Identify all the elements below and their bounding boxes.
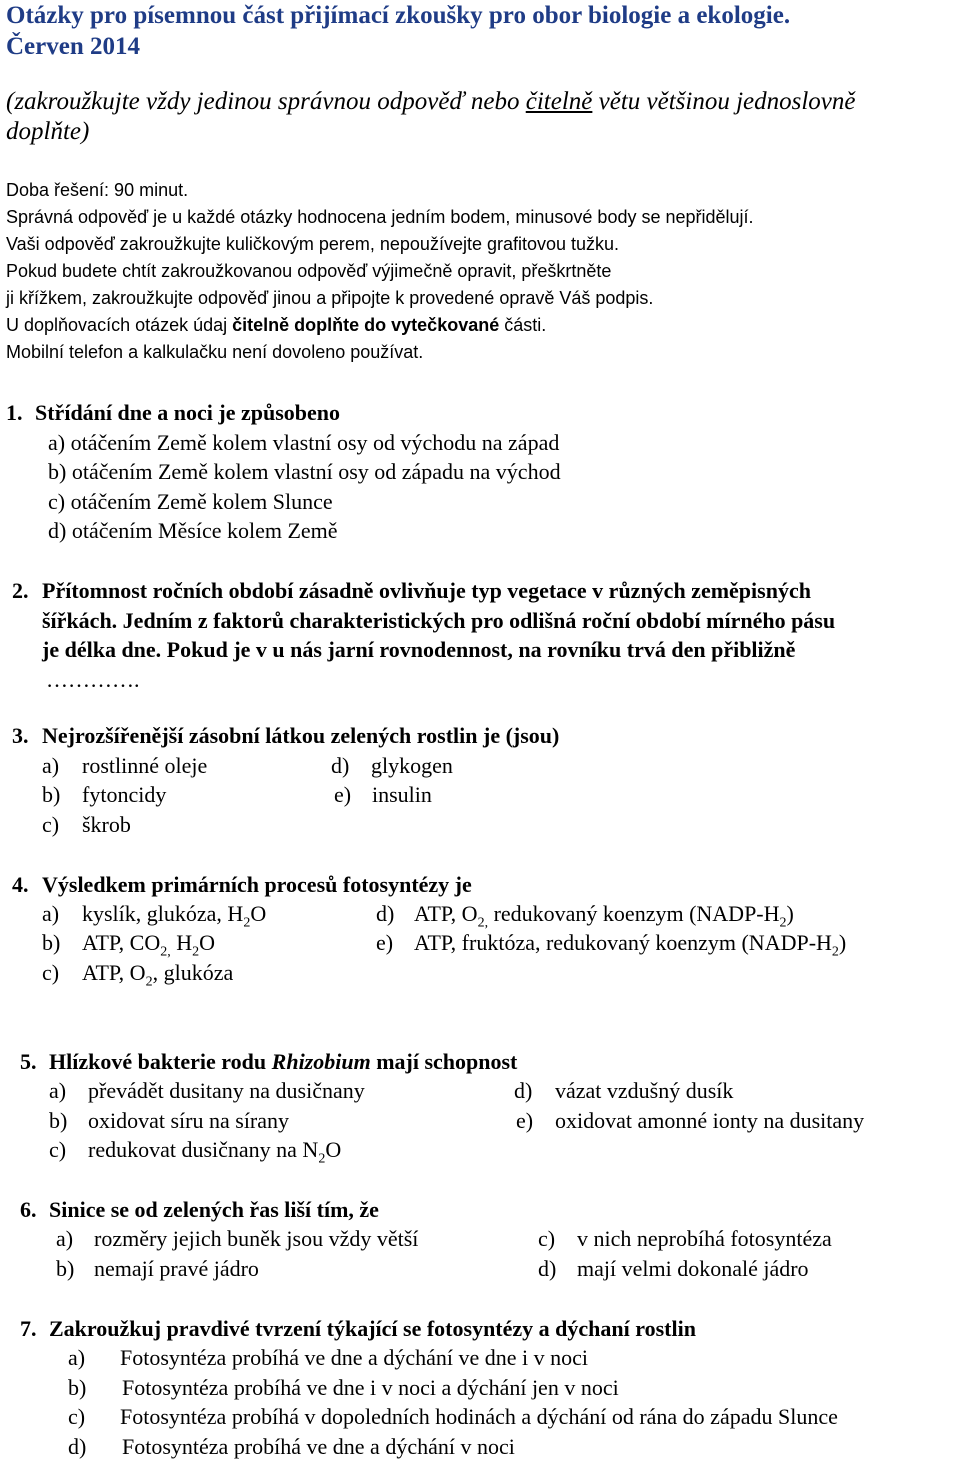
question-3-number: 3. xyxy=(12,723,29,748)
question-4-number: 4. xyxy=(12,872,29,897)
question-5-option-b[interactable]: b) oxidovat síru na sírany xyxy=(49,1108,290,1133)
question-1-text: Střídání dne a noci je způsobeno xyxy=(35,400,340,425)
info-correction-2: ji křížkem, zakroužkujte odpověď jinou a připojte k provedené opravě Váš podpis. xyxy=(6,288,654,308)
question-4-option-a[interactable]: a) kyslík, glukóza, $H_2O$ xyxy=(42,901,267,931)
question-7-option-a[interactable]: a) Fotosyntéza probíhá ve dne a dýchání ve dne i v noci xyxy=(68,1345,588,1370)
question-6-option-c[interactable]: c) v nich neprobíhá fotosyntéza xyxy=(538,1226,832,1251)
question-4-text: Výsledkem primárních procesů fotosyntézy je xyxy=(42,872,472,897)
question-6-option-d[interactable]: d) mají velmi dokonalé jádro xyxy=(538,1256,809,1281)
question-7-number: 7. xyxy=(20,1316,37,1341)
question-4-option-d[interactable]: d) ATP, $O_{2,}$ redukovaný koenzym $(NADP-H_2)$ xyxy=(376,901,794,931)
question-6-number: 6. xyxy=(20,1197,37,1222)
question-7-option-c[interactable]: c) Fotosyntéza probíhá v dopoledních hodinách a dýchání od rána do západu Slunce xyxy=(68,1404,838,1429)
question-6-text: Sinice se od zelených řas liší tím, že xyxy=(49,1197,379,1222)
info-fill-in: U doplňovacích otázek údaj čitelně doplňte do vytečkované části. xyxy=(6,315,547,335)
question-1-option-d[interactable]: d) otáčením Měsíce kolem Země xyxy=(48,518,338,543)
question-7-option-d[interactable]: d) Fotosyntéza probíhá ve dne a dýchání v noci xyxy=(68,1434,515,1459)
info-duration: Doba řešení: 90 minut. xyxy=(6,180,189,200)
page-date: Červen 2014 xyxy=(6,33,140,60)
question-5-option-d[interactable]: d) vázat vzdušný dusík xyxy=(514,1078,734,1103)
question-3-text: Nejrozšířenější zásobní látkou zelených rostlin je (jsou) xyxy=(42,723,560,748)
question-2-number: 2. xyxy=(12,578,29,603)
question-3-option-b[interactable]: b) fytoncidy xyxy=(42,782,167,807)
info-scoring: Správná odpověď je u každé otázky hodnocena jedním bodem, minusové body se nepřidělují. xyxy=(6,207,754,227)
question-3-option-e[interactable]: e) insulin xyxy=(334,782,432,807)
question-3-option-c[interactable]: c) škrob xyxy=(42,812,131,837)
question-7-text: Zakroužkuj pravdivé tvrzení týkající se fotosyntézy a dýchaní rostlin xyxy=(49,1316,696,1341)
instructions-line-1: (zakroužkujte vždy jedinou správnou odpověď nebo čitelně větu většinou jednoslovně xyxy=(6,88,856,115)
question-1-option-b[interactable]: b) otáčením Země kolem vlastní osy od západu na východ xyxy=(48,459,561,484)
question-7-option-b[interactable]: b) Fotosyntéza probíhá ve dne i v noci a dýchání jen v noci xyxy=(68,1375,619,1400)
question-3-option-d[interactable]: d) glykogen xyxy=(331,753,453,778)
page-title: Otázky pro písemnou část přijímací zkoušky pro obor biologie a ekologie. xyxy=(6,2,791,29)
question-2-text-line-3: je délka dne. Pokud je v u nás jarní rovnodennost, na rovníku trvá den přibližně xyxy=(42,637,796,662)
question-6-option-a[interactable]: a) rozměry jejich buněk jsou vždy větší xyxy=(56,1226,419,1251)
question-2-text-line-2: šířkách. Jedním z faktorů charakteristických pro odlišná roční období mírného pásu xyxy=(42,608,836,633)
question-6-option-b[interactable]: b) nemají pravé jádro xyxy=(56,1256,259,1281)
question-5-text: Hlízkové bakterie rodu Rhizobium mají schopnost xyxy=(49,1049,518,1074)
info-phone: Mobilní telefon a kalkulačku není dovoleno používat. xyxy=(6,342,424,362)
question-5-option-c[interactable]: c) redukovat dusičnany na $N_2O$ xyxy=(49,1137,342,1167)
question-5-number: 5. xyxy=(20,1049,37,1074)
question-2-text-line-1: Přítomnost ročních období zásadně ovlivňuje typ vegetace v různých zeměpisných xyxy=(42,578,811,603)
info-correction-1: Pokud budete chtít zakroužkovanou odpověď výjimečně opravit, přeškrtněte xyxy=(6,261,612,281)
question-4-option-c[interactable]: c) ATP, $O_2$, glukóza xyxy=(42,960,234,990)
question-5-option-e[interactable]: e) oxidovat amonné ionty na dusitany xyxy=(516,1108,865,1133)
question-1-number: 1. xyxy=(6,400,23,425)
question-1-option-a[interactable]: a) otáčením Země kolem vlastní osy od východu na západ xyxy=(48,430,560,455)
question-3-option-a[interactable]: a) rostlinné oleje xyxy=(42,753,208,778)
question-4-option-b[interactable]: b) ATP, $CO_{2,}$ $H_2O$ xyxy=(42,930,216,960)
question-5-option-a[interactable]: a) převádět dusitany na dusičnany xyxy=(49,1078,365,1103)
question-2-answer-blank[interactable]: …………. xyxy=(46,667,140,692)
info-pen: Vaši odpověď zakroužkujte kuličkovým perem, nepoužívejte grafitovou tužku. xyxy=(6,234,620,254)
question-4-option-e[interactable]: e) ATP, fruktóza, redukovaný koenzym $(NADP-H_2)$ xyxy=(376,930,847,960)
question-1-option-c[interactable]: c) otáčením Země kolem Slunce xyxy=(48,489,333,514)
instructions-line-2: doplňte) xyxy=(6,118,90,145)
